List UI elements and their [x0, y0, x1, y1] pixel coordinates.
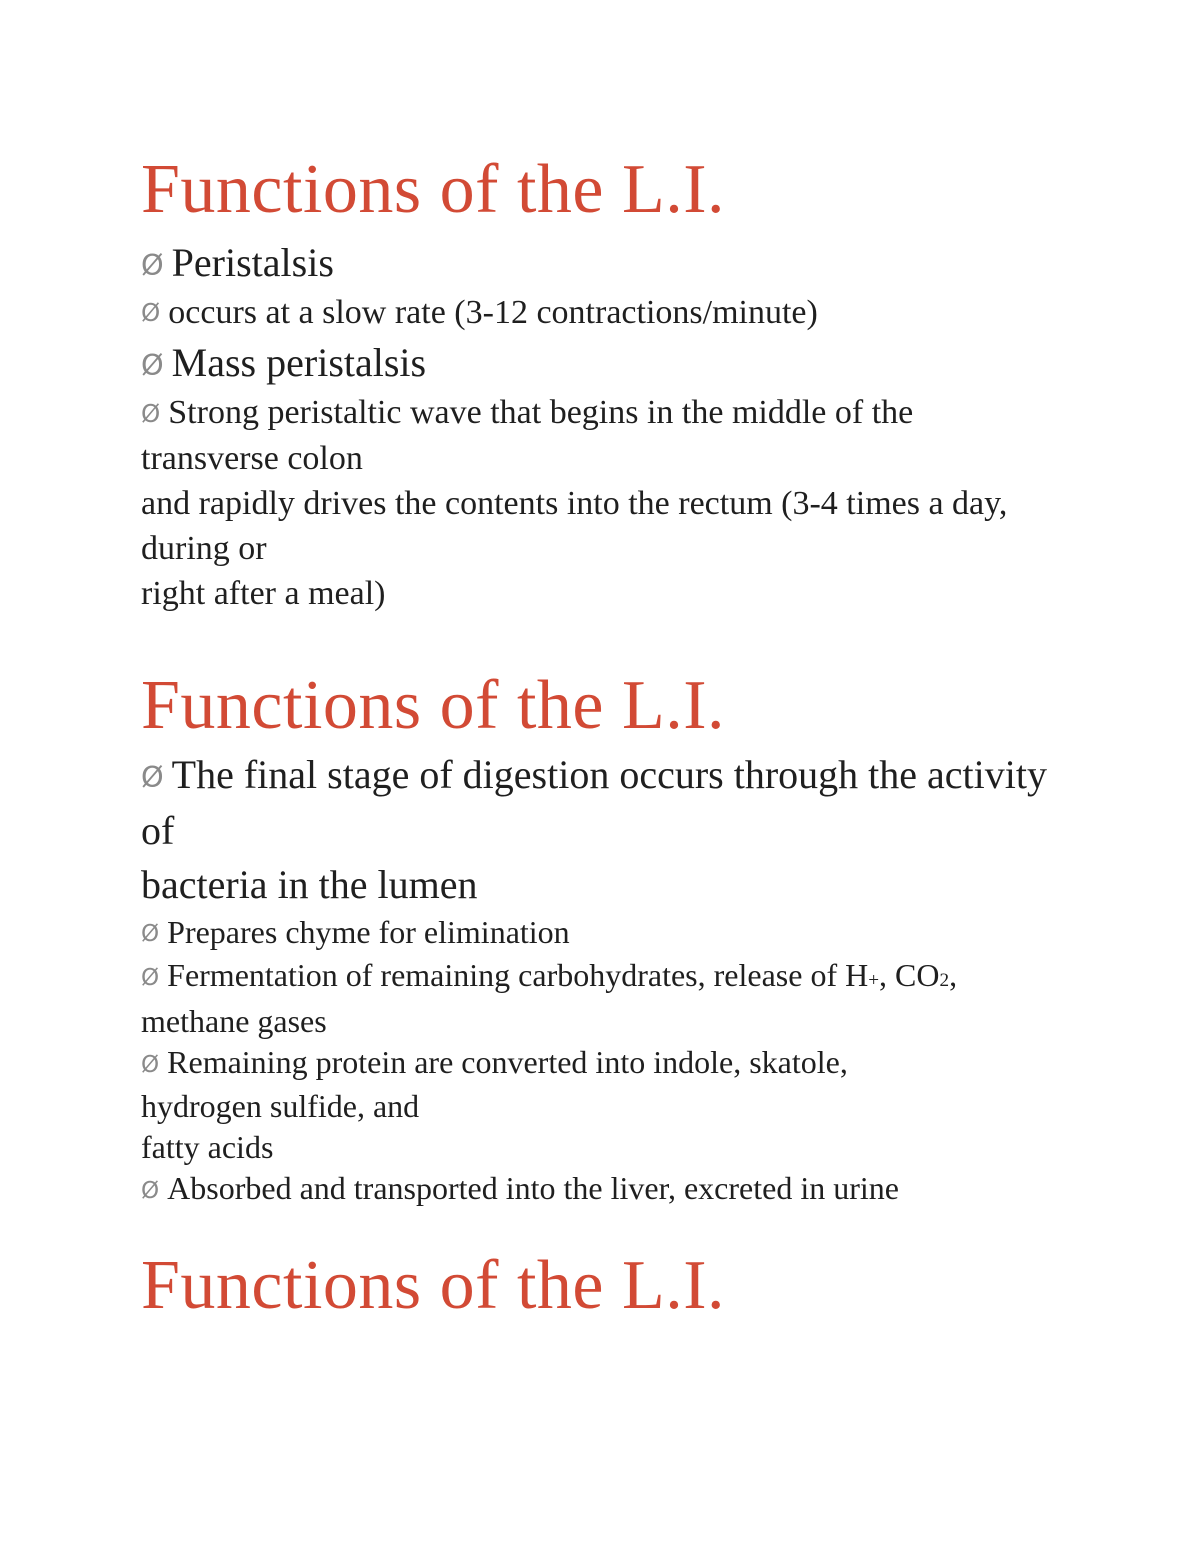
section-2-line-2: bacteria in the lumen — [141, 861, 478, 907]
section-3-heading: Functions of the L.I. — [141, 1247, 726, 1324]
section-2-line-5: Ø Remaining protein are converted into indole, skatole, hydrogen sulfide, and — [141, 1044, 848, 1125]
section-1-line-2: Ø occurs at a slow rate (3-12 contractions/minute) — [141, 293, 818, 331]
section-2 — [141, 664, 1071, 1212]
bullet-icon: Ø — [141, 965, 160, 992]
section-2-line-4: Ø Fermentation of remaining carbohydrates, release of H+, CO2, methane gases — [141, 957, 958, 1040]
section-1-line-1: Ø Peristalsis — [141, 240, 334, 285]
section-3 — [141, 1244, 1071, 1328]
bullet-icon: Ø — [141, 247, 164, 282]
section-1 — [141, 148, 1071, 616]
section-1-line-4: Ø Strong peristaltic wave that begins in the middle of the transverse colon — [141, 393, 914, 477]
bullet-icon: Ø — [141, 921, 160, 948]
section-1-line-5: and rapidly drives the contents into the rectum (3-4 times a day, during or — [141, 484, 1008, 567]
section-2-line-6: fatty acids — [141, 1129, 274, 1166]
bullet-icon: Ø — [141, 759, 164, 794]
section-1-line-3: Ø Mass peristalsis — [141, 340, 427, 386]
bullet-icon: Ø — [141, 1178, 160, 1205]
bullet-icon: Ø — [141, 398, 161, 428]
section-2-line-1: Ø The final stage of digestion occurs through the activity of — [141, 752, 1047, 853]
section-1-line-6: right after a meal) — [141, 574, 386, 612]
bullet-icon: Ø — [141, 347, 164, 382]
section-2-line-3: Ø Prepares chyme for elimination — [141, 913, 570, 950]
section-2-heading: Functions of the L.I. — [141, 667, 726, 744]
section-1-heading: Functions of the L.I. — [141, 151, 726, 228]
bullet-icon: Ø — [141, 1052, 160, 1079]
bullet-icon: Ø — [141, 298, 161, 328]
section-2-line-7: Ø Absorbed and transported into the liver, excreted in urine — [141, 1170, 899, 1207]
